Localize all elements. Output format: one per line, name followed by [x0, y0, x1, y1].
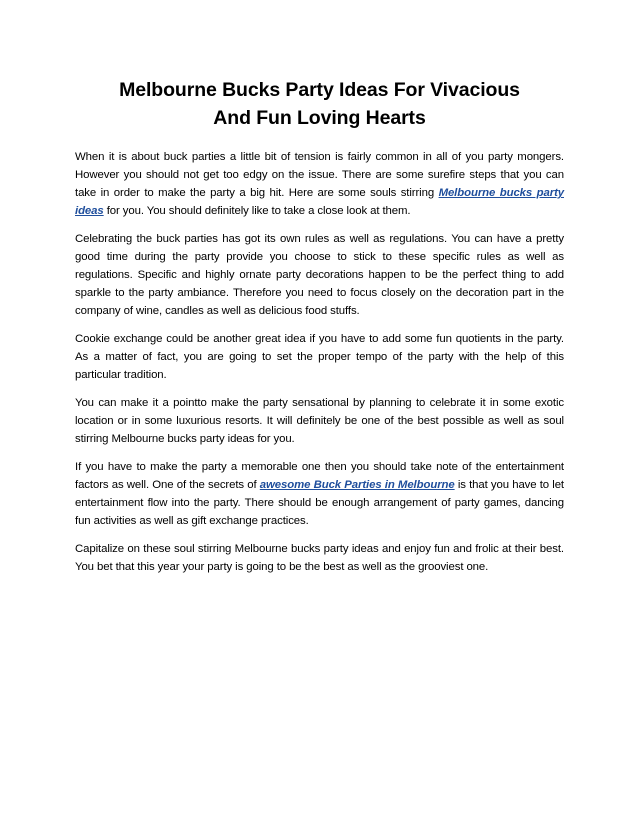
- melbourne-bucks-party-ideas-link[interactable]: Melbourne bucks party ideas: [75, 187, 564, 217]
- paragraph-5-text-before: If you have to make the party a memorable one then you should take note of the entertainment factors as well. One of the secrets of: [75, 461, 564, 491]
- paragraph-1-text-after: for you. You should definitely like to take a close look at them.: [103, 205, 411, 217]
- document-body: [75, 76, 564, 586]
- paragraph-1: [75, 148, 564, 220]
- paragraph-5-text-after: is that you have to let entertainment flow into the party. There should be enough arrangement of party games, dancing fun activities as well as gift exchange practices.: [75, 479, 564, 527]
- document-title-line-2: And Fun Loving Hearts: [213, 107, 426, 129]
- paragraph-4: You can make it a pointto make the party sensational by planning to celebrate it in some exotic location or in some luxurious resorts. It will definitely be one of the best possible as well as soul stirring Melbourne bucks party ideas for you.: [75, 397, 564, 445]
- document-title: [75, 76, 564, 132]
- paragraph-2: Celebrating the buck parties has got its own rules as well as regulations. You can have a pretty good time during the party provide you choose to stick to these specific rules as well as regulations. Specific and highly ornate party decorations happen to be the perfect thing to add sparkle to the party ambiance. Therefore you need to focus closely on the decoration part in the company of wine, candles as well as delicious food stuffs.: [75, 233, 564, 317]
- paragraph-5: [75, 458, 564, 530]
- awesome-buck-parties-link[interactable]: awesome Buck Parties in Melbourne: [259, 479, 455, 491]
- paragraph-1-text-before: When it is about buck parties a little bit of tension is fairly common in all of you party mongers. However you should not get too edgy on the issue. There are some surefire steps that you can take in order to make the party a big hit. Here are some souls stirring: [75, 151, 564, 199]
- document-title-line-1: Melbourne Bucks Party Ideas For Vivacious: [119, 79, 520, 101]
- paragraph-3: Cookie exchange could be another great idea if you have to add some fun quotients in the party. As a matter of fact, you are going to set the proper tempo of the party with the help of this particular tradition.: [75, 333, 564, 381]
- paragraph-6: Capitalize on these soul stirring Melbourne bucks party ideas and enjoy fun and frolic at their best. You bet that this year your party is going to be the best as well as the grooviest one.: [75, 543, 564, 573]
